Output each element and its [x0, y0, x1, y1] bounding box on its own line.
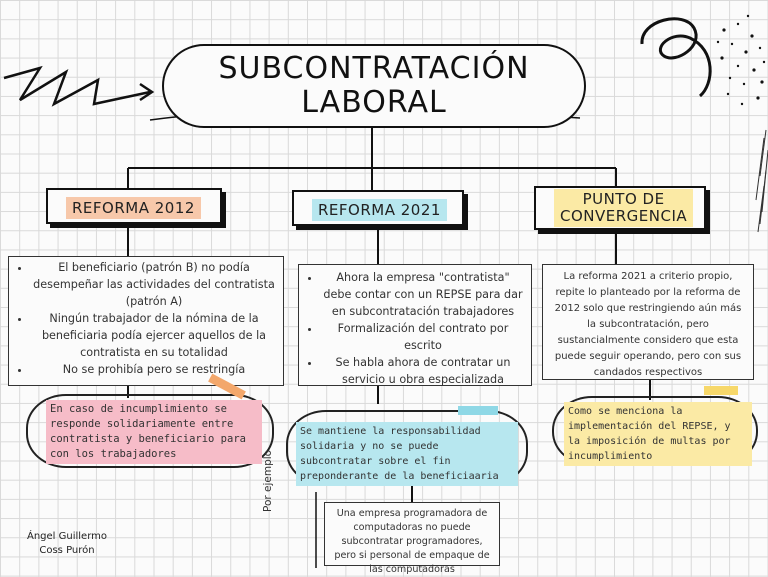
zigzag-arrow-decoration — [4, 68, 150, 104]
header-line1: PUNTO DE — [582, 190, 665, 208]
reforma-2012-content — [8, 256, 284, 386]
note-convergencia — [564, 402, 752, 466]
note-convergencia-text: Como se menciona la implementación del REPSE, y la imposición de multas por incumplimiento — [564, 402, 752, 466]
header-reforma-2021-label: REFORMA 2021 — [312, 199, 447, 221]
author — [12, 530, 122, 558]
title-line1: SUBCONTRATACIÓN — [218, 51, 530, 86]
convergencia-content — [542, 264, 754, 380]
title-line2: LABORAL — [301, 85, 447, 120]
list-item: • Formalización del contrato por escrito — [321, 320, 525, 354]
list-item: • Ahora la empresa "contratista" debe contar con un REPSE para dar en subcontratación trabajadores — [321, 269, 525, 320]
example-text: Una empresa programadora de computadoras no puede subcontratar programadores, pero si personal de empaque de las computadoras — [334, 508, 490, 575]
note-2012-text: En caso de incumplimiento se responde solidariamente entre contratista y beneficiario para con los trabajadores — [46, 400, 262, 464]
header-reforma-2021 — [292, 190, 464, 226]
convergencia-paragraph: La reforma 2021 a criterio propio, repite lo planteado por la reforma de 2012 solo que restringiendo aún más la subcontratación, pero sustancialmente considero que esta puede seguir operando, pero con sus candados respectivos — [554, 271, 742, 378]
note-2021-text: Se mantiene la responsabilidad solidaria y no se puede subcontratar sobre el fin preponderante de la beneficiaaria — [296, 422, 518, 486]
tape-decoration — [458, 406, 498, 415]
title-oval — [162, 44, 586, 128]
list-item: • Se habla ahora de contratar un servicio u obra especializada — [321, 354, 525, 388]
list-item: • Ningún trabajador de la nómina de la beneficiaria podía ejercer aquellos de la contratista en su totalidad — [31, 310, 277, 361]
example-box — [324, 502, 500, 575]
reforma-2021-content — [298, 264, 532, 386]
list-item: • El beneficiario (patrón B) no podía desempeñar las actividades del contratista (patrón A) — [31, 259, 277, 310]
author-line1: Ángel Guillermo — [26, 531, 107, 542]
note-2012 — [46, 400, 262, 464]
list-item: • No se prohibía pero se restringía — [31, 361, 277, 378]
header-punto-convergencia-label — [554, 189, 693, 227]
sketch-lines-decoration — [756, 130, 768, 232]
note-2021 — [296, 422, 518, 486]
swirl-decoration — [642, 19, 710, 96]
header-reforma-2012 — [46, 188, 222, 224]
header-punto-convergencia — [534, 186, 706, 230]
author-line2: Coss Purón — [39, 545, 95, 556]
tape-decoration — [704, 386, 738, 395]
example-label: Por ejemplo — [262, 449, 274, 512]
header-reforma-2012-label: REFORMA 2012 — [66, 197, 201, 219]
dots-decoration — [717, 15, 765, 105]
header-line2: CONVERGENCIA — [560, 207, 688, 225]
